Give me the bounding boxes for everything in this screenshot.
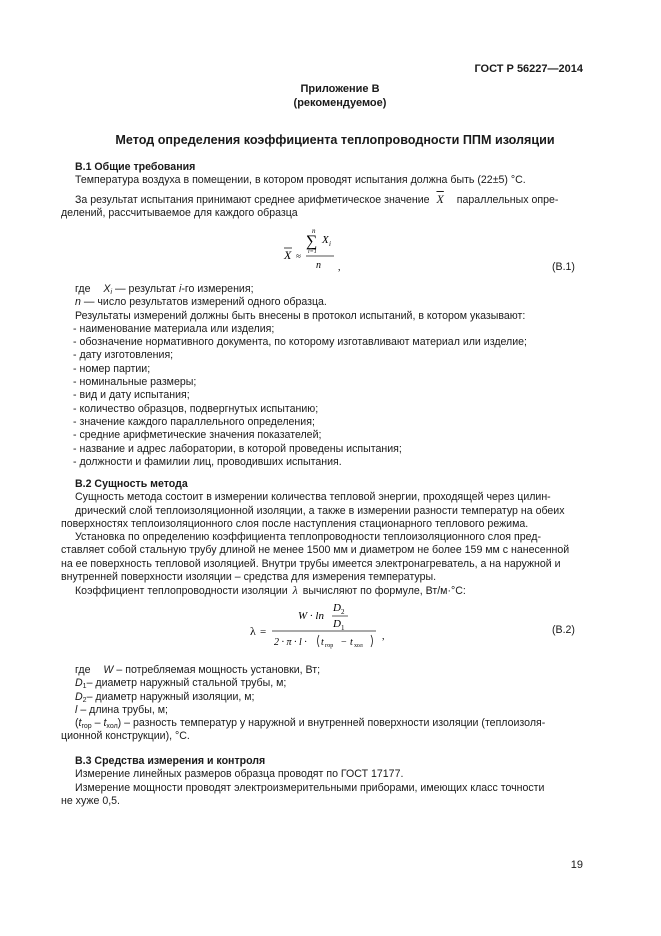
formula-b1 — [282, 222, 402, 274]
b1-definitions — [75, 283, 583, 469]
b2-coefficient-text-b: вычисляют по формуле, Вт/м·°С: — [302, 585, 466, 598]
protocol-list-item: - название и адрес лаборатории, в которой проведены испытания; — [73, 442, 402, 455]
b2-p2-l1: Установка по определению коэффициента теплопроводности теплоизоляционного слоя пред- — [75, 531, 541, 544]
def-w-var: W — [103, 664, 114, 676]
def-dt-text: ) – разность температур у наружной и внутренней поверхности изоляции (теплоизоля- — [117, 717, 546, 730]
def-w-text: – потребляемая мощность установки, Вт; — [116, 664, 321, 676]
formula2-denominator: 2 · π · l · — [274, 637, 307, 648]
page-number: 19 — [570, 859, 583, 871]
def-d2-var: D — [75, 690, 83, 703]
def-dt-t2: t — [103, 717, 107, 730]
def-d1-text: – диаметр наружный стальной трубы, м; — [86, 677, 287, 690]
formula2-numerator: W · ln — [298, 610, 324, 622]
protocol-list-item: - количество образцов, подвергнутых испытанию; — [73, 402, 319, 415]
formula1-sum-bottom: i=1 — [308, 249, 317, 255]
def-l-var: l — [75, 703, 78, 716]
protocol-list-item: - номинальные размеры; — [73, 376, 197, 389]
b1-temperature-text: Температура воздуха в помещении, в котором проводят испытания должна быть (22±5) °С. — [75, 174, 526, 187]
protocol-list-item: - дату изготовления; — [73, 349, 174, 362]
def-dt-s2: хол — [106, 723, 118, 731]
section-b3 — [61, 755, 583, 808]
b2-p2-l4: внутренней поверхности изоляции – средства для измерения температуры. — [61, 571, 437, 584]
b1-result-text-b: параллельных опре- — [456, 194, 559, 206]
b3-p1: Измерение линейных размеров образца проводят по ГОСТ 17177. — [75, 768, 404, 781]
section-b2-heading: В.2 Сущность метода — [75, 478, 188, 490]
equation-number-b1: (В.1) — [552, 261, 575, 273]
b2-definitions — [61, 664, 583, 744]
def-xi-end: -го измерения; — [181, 283, 254, 295]
formula1-approx: ≈ — [296, 251, 301, 261]
b1-result-paragraph — [61, 192, 583, 221]
formula1-comma: , — [338, 262, 341, 273]
protocol-list — [75, 323, 583, 469]
def-dt-mid: – — [91, 717, 104, 730]
b1-result-text-a: За результат испытания принимают среднее арифметическое значение — [75, 194, 430, 206]
def-xi-index: i — [178, 283, 182, 295]
formula2-d1-sub: 1 — [341, 624, 345, 632]
def-dt-t1: t — [78, 717, 82, 730]
where-label-b2: где — [75, 664, 91, 676]
equation-number-b2: (В.2) — [552, 624, 575, 636]
b2-p1-l1: Сущность метода состоит в измерении количества тепловой энергии, проходящей через цилин- — [75, 491, 551, 504]
def-dt-open: ( — [75, 717, 79, 730]
section-b3-heading: В.3 Средства измерения и контроля — [75, 755, 266, 767]
formula2-open-paren — [318, 635, 320, 647]
formula1-sum-top: n — [312, 227, 316, 235]
section-b1 — [75, 161, 583, 188]
protocol-list-item: - средние арифметические значения показателей; — [73, 429, 322, 442]
formula2-comma: , — [382, 631, 385, 642]
formula2-d1: D — [333, 618, 341, 630]
b2-p2-l3: на ее поверхность тепловой изоляцией. Внутри трубы имеется электронагреватель, а на наружной и — [61, 557, 561, 570]
formula2-t2-sub: хол — [354, 643, 363, 649]
formula1-lhs: X — [284, 248, 292, 262]
formula-b2 — [250, 597, 400, 649]
formula2-t1-sub: гор — [325, 643, 334, 649]
b3-p2-l2: не хуже 0,5. — [61, 794, 120, 807]
b2-coefficient-text-a: Коэффициент теплопроводности изоляции — [75, 585, 288, 598]
def-d1-sub: 1 — [82, 683, 87, 691]
def-n-text: — число результатов измерений одного образца. — [83, 296, 327, 309]
standard-number: ГОСТ Р 56227—2014 — [474, 63, 583, 75]
def-xi-var: X — [103, 283, 111, 295]
protocol-list-item: - вид и дату испытания; — [73, 389, 190, 402]
def-d1-var: D — [75, 677, 83, 690]
protocol-list-item: - номер партии; — [73, 362, 151, 375]
lambda-symbol: λ — [292, 583, 298, 598]
formula2-minus: − — [341, 637, 347, 648]
appendix-heading — [160, 83, 520, 110]
x-bar-symbol: $\overline{X}$ — [436, 192, 444, 206]
document-title: Метод определения коэффициента теплопроводности ППМ изоляции — [115, 133, 555, 147]
section-b2 — [61, 478, 583, 599]
def-xi-text: — результат — [115, 283, 177, 295]
protocol-intro: Результаты измерений должны быть внесены в протокол испытаний, в котором указывают: — [75, 309, 526, 322]
formula2-t2: t — [350, 637, 353, 648]
b2-p1-l3: поверхностях теплоизоляционного слоя после наступления стационарного теплового режима. — [61, 517, 529, 530]
formula2-eq: = — [260, 626, 267, 638]
def-d2-sub: 2 — [82, 696, 87, 704]
def-xi-sub: i — [110, 289, 113, 296]
protocol-list-item: - обозначение нормативного документа, по которому изготавливают материал или изделие; — [73, 336, 527, 349]
b1-result-text-c: делений, рассчитываемое для каждого образца — [61, 207, 298, 220]
def-d2-text: – диаметр наружный изоляции, м; — [86, 690, 255, 703]
section-b1-heading: В.1 Общие требования — [75, 161, 196, 173]
protocol-list-item: - должности и фамилии лиц, проводивших испытания. — [73, 455, 342, 468]
def-l-text: – длина трубы, м; — [80, 703, 168, 716]
formula2-lhs: λ — [250, 624, 256, 638]
formula1-numerator-sub: i — [329, 240, 331, 248]
appendix-label: Приложение В — [300, 83, 380, 95]
def-dt-line2: ционной конструкции), °С. — [61, 730, 190, 743]
formula2-d2-sub: 2 — [341, 608, 345, 616]
formula2-d2: D — [333, 602, 341, 614]
b2-p1-l2: дрический слой теплоизоляционной изоляции, а также в измерении разности температур на обеих — [75, 504, 565, 517]
def-dt-s1: гор — [81, 723, 92, 731]
formula1-denominator: n — [316, 260, 321, 271]
appendix-status: (рекомендуемое) — [293, 96, 387, 109]
b2-p2-l2: ставляет собой стальную трубу длиной не менее 1500 мм и диаметром не более 159 мм с нанесенной — [61, 544, 570, 557]
protocol-list-item: - значение каждого параллельного определения; — [73, 415, 315, 428]
formula1-numerator: X — [322, 234, 329, 246]
formula1-sum: ∑ — [306, 233, 318, 250]
formula2-close-paren — [371, 635, 373, 647]
protocol-list-item: - наименование материала или изделия; — [73, 322, 275, 335]
def-n-var: n — [75, 296, 81, 309]
where-label: где — [75, 283, 91, 295]
b3-p2-l1: Измерение мощности проводят электроизмерительными приборами, имеющих класс точности — [75, 781, 545, 794]
formula2-t1: t — [321, 637, 324, 648]
